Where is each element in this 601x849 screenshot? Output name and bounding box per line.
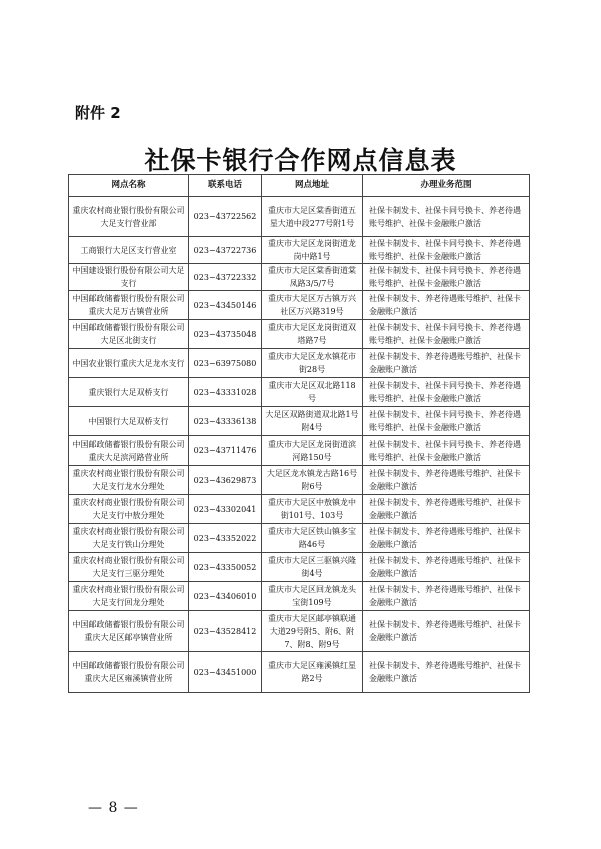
table-row — [69, 495, 530, 524]
phone-cell: 023−43722562 — [189, 197, 262, 237]
business-scope-cell: 社保卡制发卡、养老待遇账号维护、社保卡金融账户激活 — [363, 582, 530, 611]
business-scope-cell: 社保卡制发卡、社保卡同号换卡、养老待遇账号维护、社保卡金融账户激活 — [363, 436, 530, 466]
table-row — [69, 197, 530, 237]
branch-name-cell: 中国邮政储蓄银行股份有限公司大足区北街支行 — [69, 320, 189, 349]
phone-cell: 023−43528412 — [189, 611, 262, 652]
address-cell: 重庆市大足区龙岗街道双塔路7号 — [262, 320, 363, 349]
branch-name-cell: 中国邮政储蓄银行股份有限公司重庆大足万古镇营业所 — [69, 291, 189, 320]
page-number: — 8 — — [88, 800, 139, 816]
branch-name-cell: 中国农业银行重庆大足龙水支行 — [69, 349, 189, 378]
phone-cell: 023−43336138 — [189, 407, 262, 436]
table-row — [69, 349, 530, 378]
business-scope-cell: 社保卡制发卡、社保卡同号换卡、养老待遇账号维护、社保卡金融账户激活 — [363, 378, 530, 407]
branch-name-cell: 中国邮政储蓄银行股份有限公司重庆大足区雍溪镇营业所 — [69, 652, 189, 693]
phone-cell: 023−43711476 — [189, 436, 262, 466]
table-row — [69, 436, 530, 466]
business-scope-cell: 社保卡制发卡、社保卡同号换卡、养老待遇账号维护、社保卡金融账户激活 — [363, 197, 530, 237]
phone-cell: 023−43331028 — [189, 378, 262, 407]
branch-name-cell: 中国邮政储蓄银行股份有限公司重庆大足滨河路营业所 — [69, 436, 189, 466]
phone-cell: 023−43735048 — [189, 320, 262, 349]
phone-cell: 023−43722332 — [189, 264, 262, 291]
branch-name-cell: 中国建设银行股份有限公司大足支行 — [69, 264, 189, 291]
branch-name-cell: 重庆农村商业银行股份有限公司大足支行三驱分理处 — [69, 553, 189, 582]
branch-name-cell: 重庆农村商业银行股份有限公司大足支行龙水分理处 — [69, 466, 189, 495]
branch-name-cell: 重庆农村商业银行股份有限公司大足支行中敖分理处 — [69, 495, 189, 524]
address-cell: 大足区双路街道双北路1号附4号 — [262, 407, 363, 436]
branch-name-cell: 重庆农村商业银行股份有限公司大足支行营业部 — [69, 197, 189, 237]
business-scope-cell: 社保卡制发卡、养老待遇账号维护、社保卡金融账户激活 — [363, 652, 530, 693]
table-row — [69, 291, 530, 320]
table-row — [69, 553, 530, 582]
phone-cell: 023−43450146 — [189, 291, 262, 320]
phone-cell: 023−43350052 — [189, 553, 262, 582]
business-scope-cell: 社保卡制发卡、养老待遇账号维护、社保卡金融账户激活 — [363, 553, 530, 582]
table-row — [69, 378, 530, 407]
branch-name-cell: 工商银行大足区支行营业室 — [69, 237, 189, 264]
table-row — [69, 652, 530, 693]
phone-cell: 023−43352022 — [189, 524, 262, 553]
table-row — [69, 524, 530, 553]
business-scope-cell: 社保卡制发卡、养老待遇账号维护、社保卡金融账户激活 — [363, 349, 530, 378]
table-row — [69, 407, 530, 436]
page-title: 社保卡银行合作网点信息表 — [144, 146, 457, 175]
business-scope-cell: 社保卡制发卡、养老待遇账号维护、社保卡金融账户激活 — [363, 466, 530, 495]
phone-cell: 023−43406010 — [189, 582, 262, 611]
branch-name-cell: 重庆农村商业银行股份有限公司大足支行铁山分理处 — [69, 524, 189, 553]
annex-label: 附件 2 — [75, 104, 121, 122]
address-cell: 重庆市大足区三驱镇兴隆街4号 — [262, 553, 363, 582]
business-scope-cell: 社保卡制发卡、养老待遇账号维护、社保卡金融账户激活 — [363, 495, 530, 524]
address-cell: 重庆市大足区龙岗街道滨河路150号 — [262, 436, 363, 466]
business-scope-cell: 社保卡制发卡、养老待遇账号维护、社保卡金融账户激活 — [363, 291, 530, 320]
phone-cell: 023−43722736 — [189, 237, 262, 264]
table-row — [69, 264, 530, 291]
branch-name-cell: 中国银行大足双桥支行 — [69, 407, 189, 436]
address-cell: 重庆市大足区棠香街道五星大道中段277号附1号 — [262, 197, 363, 237]
address-cell: 重庆市大足区回龙镇龙头宝街109号 — [262, 582, 363, 611]
phone-cell: 023−43629873 — [189, 466, 262, 495]
phone-cell: 023−43302041 — [189, 495, 262, 524]
table-row — [69, 237, 530, 264]
branch-name-cell: 中国邮政储蓄银行股份有限公司重庆大足区邮亭镇营业所 — [69, 611, 189, 652]
phone-cell: 023−43451000 — [189, 652, 262, 693]
phone-cell: 023−63975080 — [189, 349, 262, 378]
branch-name-cell: 重庆银行大足双桥支行 — [69, 378, 189, 407]
header-address: 网点地址 — [262, 175, 363, 197]
business-scope-cell: 社保卡制发卡、社保卡同号换卡、养老待遇账号维护、社保卡金融账户激活 — [363, 237, 530, 264]
table-row — [69, 466, 530, 495]
business-scope-cell: 社保卡制发卡、社保卡同号换卡、养老待遇账号维护、社保卡金融账户激活 — [363, 407, 530, 436]
business-scope-cell: 社保卡制发卡、养老待遇账号维护、社保卡金融账户激活 — [363, 524, 530, 553]
business-scope-cell: 社保卡制发卡、社保卡同号换卡、养老待遇账号维护、社保卡金融账户激活 — [363, 264, 530, 291]
business-scope-cell: 社保卡制发卡、养老待遇账号维护、社保卡金融账户激活 — [363, 611, 530, 652]
table-row — [69, 320, 530, 349]
branch-table — [68, 174, 530, 693]
header-branch-name: 网点名称 — [69, 175, 189, 197]
address-cell: 重庆市大足区棠香街道棠凤路3/5/7号 — [262, 264, 363, 291]
address-cell: 重庆市大足区双北路118号 — [262, 378, 363, 407]
address-cell: 重庆市大足区龙岗街道龙岗中路1号 — [262, 237, 363, 264]
header-phone: 联系电话 — [189, 175, 262, 197]
address-cell: 大足区龙水镇龙古路16号附6号 — [262, 466, 363, 495]
address-cell: 重庆市大足区邮亭镇联通大道29号附5、附6、附7、附8、附9号 — [262, 611, 363, 652]
table-row — [69, 582, 530, 611]
address-cell: 重庆市大足区雍溪镇红星路2号 — [262, 652, 363, 693]
table-row — [69, 611, 530, 652]
address-cell: 重庆市大足区万古镇万兴社区万兴路319号 — [262, 291, 363, 320]
address-cell: 重庆市大足区龙水镇花市街28号 — [262, 349, 363, 378]
address-cell: 重庆市大足区中敖镇龙中街101号、103号 — [262, 495, 363, 524]
header-business-scope: 办理业务范围 — [363, 175, 530, 197]
business-scope-cell: 社保卡制发卡、社保卡同号换卡、养老待遇账号维护、社保卡金融账户激活 — [363, 320, 530, 349]
table-header-row — [69, 175, 530, 197]
branch-name-cell: 重庆农村商业银行股份有限公司大足支行回龙分理处 — [69, 582, 189, 611]
address-cell: 重庆市大足区铁山镇多宝路46号 — [262, 524, 363, 553]
